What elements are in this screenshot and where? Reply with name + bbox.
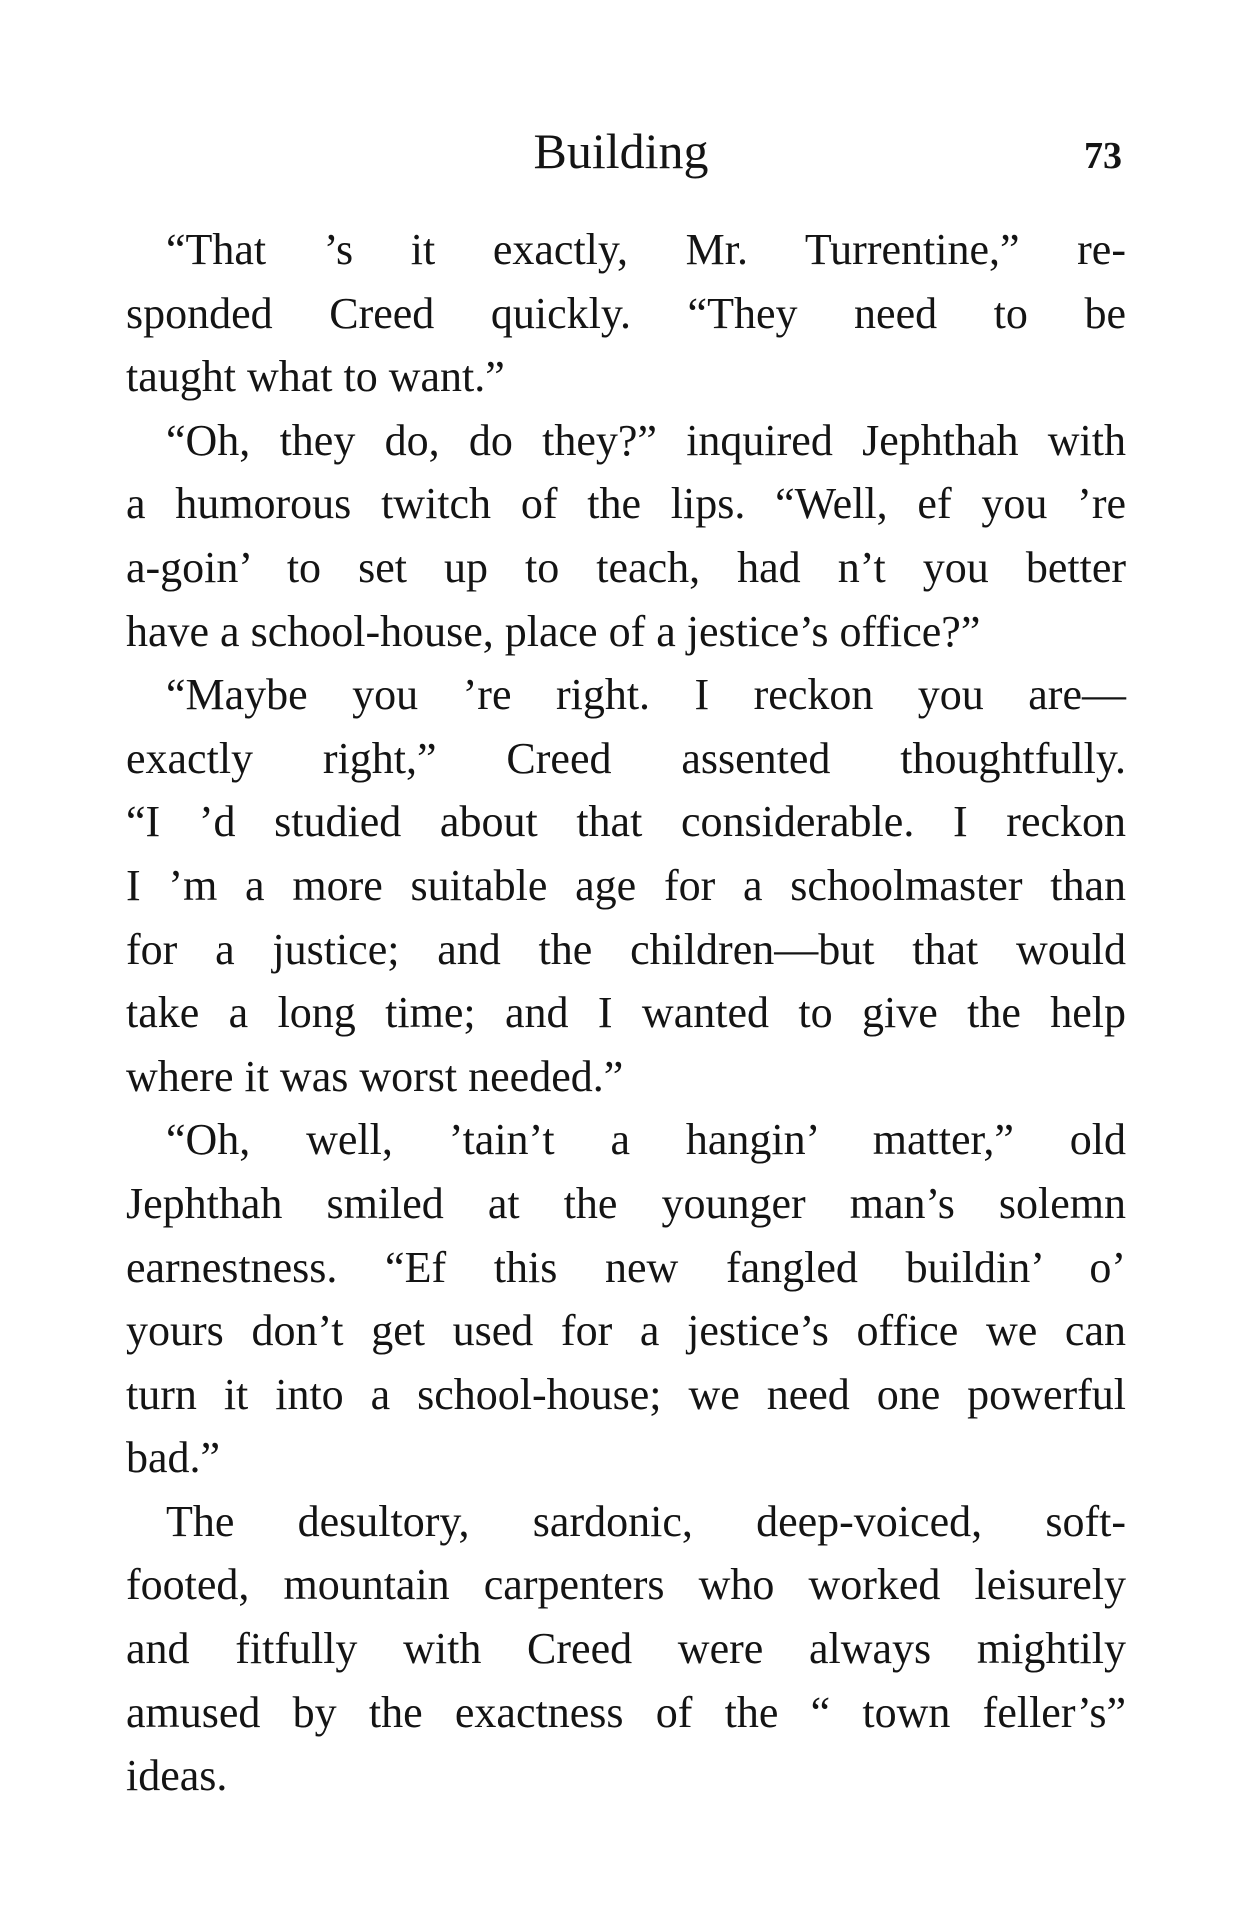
text-line: yours don’t get used for a jestice’s office we can xyxy=(126,1306,1126,1356)
text-line: Jephthah smiled at the younger man’s solemn xyxy=(126,1178,1126,1228)
running-title: Building xyxy=(533,123,709,179)
text-line: and fitfully with Creed were always mightily xyxy=(126,1624,1126,1674)
text-line: exactly right,” Creed assented thoughtfully. xyxy=(126,733,1126,783)
text-line: take a long time; and I wanted to give the help xyxy=(126,988,1126,1038)
text-line: “Oh, well, ’tain’t a hangin’ matter,” old xyxy=(166,1115,1126,1165)
text-line: turn it into a school-house; we need one powerful xyxy=(126,1369,1126,1419)
text-line: ideas. xyxy=(126,1751,228,1801)
text-line: “Maybe you ’re right. I reckon you are— xyxy=(166,670,1126,720)
text-line: earnestness. “Ef this new fangled buildin’ o’ xyxy=(126,1242,1126,1292)
text-line: “Oh, they do, do they?” inquired Jephthah with xyxy=(166,415,1126,465)
text-line: footed, mountain carpenters who worked leisurely xyxy=(126,1560,1126,1610)
text-line: I ’m a more suitable age for a schoolmaster than xyxy=(126,860,1126,910)
text-line: a humorous twitch of the lips. “Well, ef you ’re xyxy=(126,479,1126,529)
page-number: 73 xyxy=(1084,135,1122,177)
text-line: sponded Creed quickly. “They need to be xyxy=(126,288,1126,338)
page-header xyxy=(126,116,1126,186)
text-line: where it was worst needed.” xyxy=(126,1051,624,1101)
text-line: “That ’s it exactly, Mr. Turrentine,” re- xyxy=(166,225,1126,274)
text-line: amused by the exactness of the “ town feller’s” xyxy=(126,1687,1126,1737)
text-line: a-goin’ to set up to teach, had n’t you better xyxy=(126,542,1126,592)
text-line: taught what to want.” xyxy=(126,352,505,402)
text-line: for a justice; and the children—but that would xyxy=(126,924,1126,974)
text-line: The desultory, sardonic, deep-voiced, soft- xyxy=(166,1496,1126,1546)
body-text xyxy=(126,218,1126,1808)
text-line: have a school-house, place of a jestice’s office?” xyxy=(126,606,981,656)
text-line: bad.” xyxy=(126,1433,221,1483)
text-line: “I ’d studied about that considerable. I reckon xyxy=(126,797,1126,847)
